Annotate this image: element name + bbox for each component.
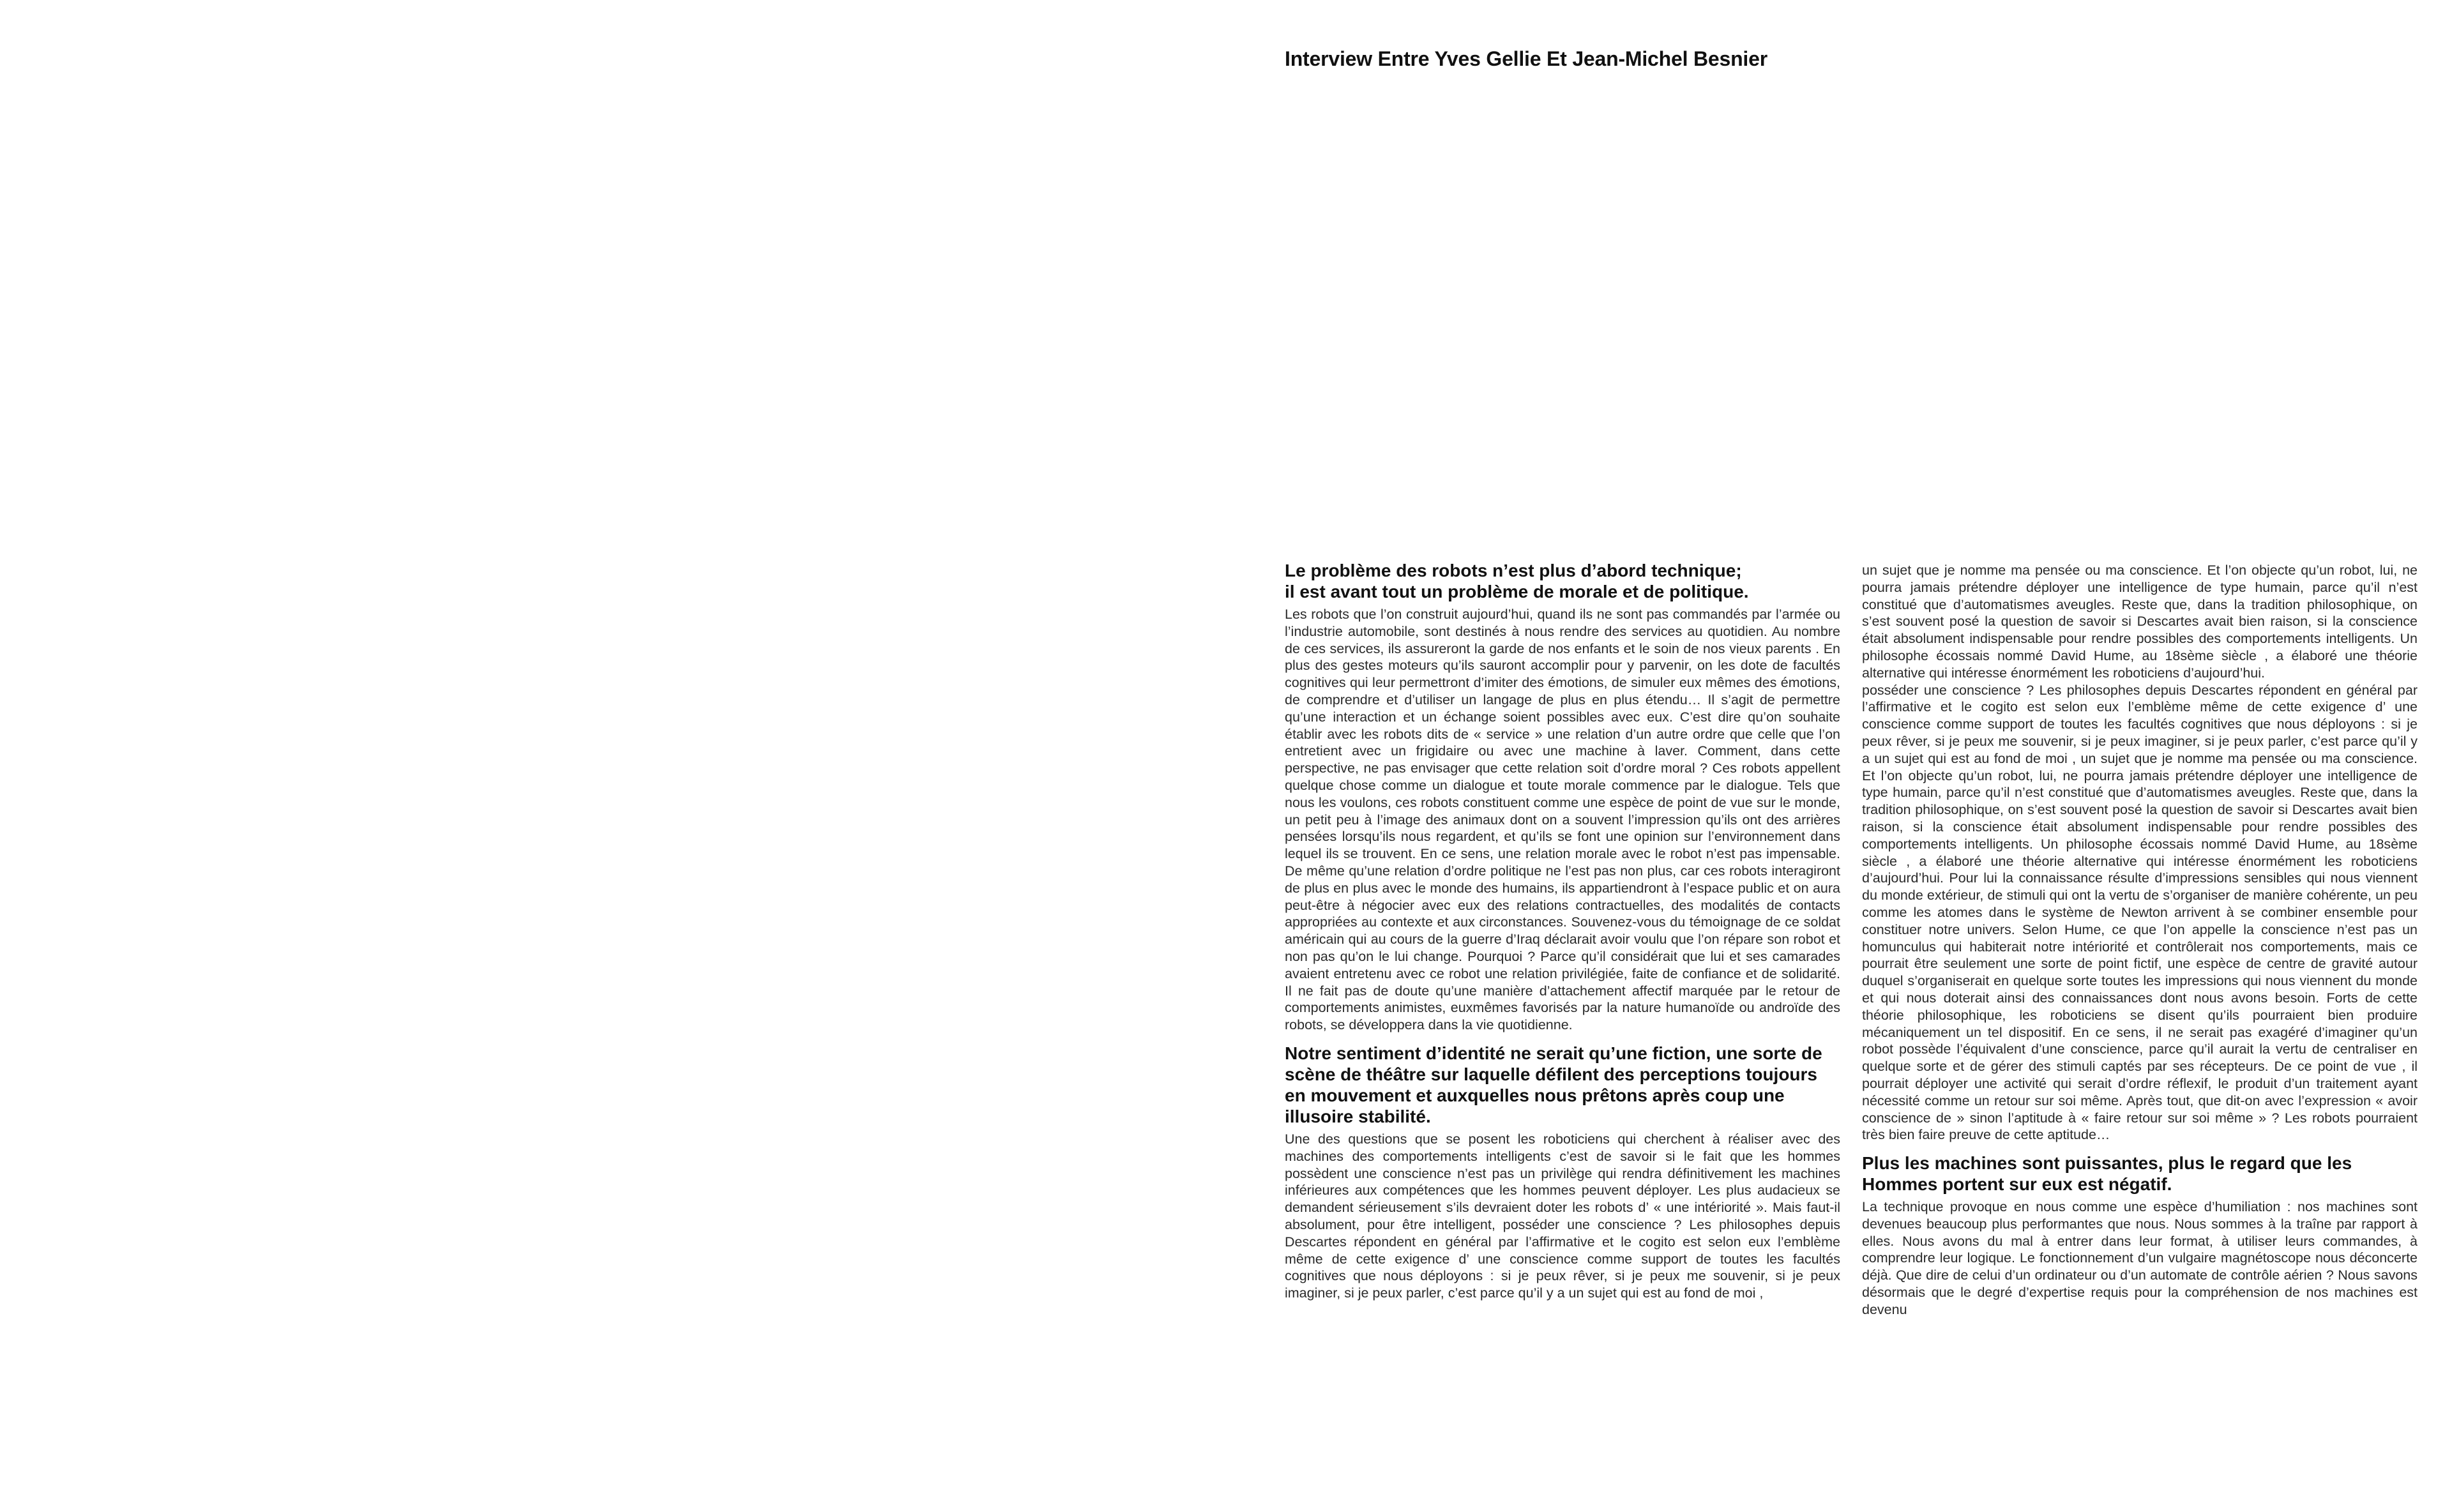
section-heading-3 <box>1862 1153 2418 1195</box>
body-paragraph: un sujet que je nomme ma pensée ou ma conscience. Et l’on objecte qu’un robot, lui, ne pourra jamais prétendre déployer une intelligence de type humain, parce qu’il n’est constitué que d’automatismes aveugles. Reste que, dans la tradition philosophique, on s’est souvent posé la question de savoir si Descartes avait bien raison, si la conscience était absolument indispensable pour rendre possibles des comportements intelligents. Un philosophe écossais nommé David Hume, au 18sème siècle , a élaboré une théorie alternative qui intéresse énormément les roboticiens d’aujourd’hui. <box>1862 563 2418 681</box>
body-paragraph: Les robots que l’on construit aujourd’hui, quand ils ne sont pas commandés par l’armée ou l’industrie automobile, sont destinés à nous rendre des services au quotidien. Au nombre de ces services, ils assureront la garde de nos enfants et le soin de nos vieux parents . En plus des gestes moteurs qu’ils sauront accomplir pour y parvenir, on les dote de facultés cognitives qui leur permettront d’imiter des émotions, de simuler eux mêmes des émotions, de comprendre et d’utiliser un langage de plus en plus étendu… Il s’agit de permettre qu’une interaction et un échange soient possibles avec eux. C’est dire qu’on souhaite établir avec les robots dits de « service » une relation d’un autre ordre que celle que l’on entretient avec un frigidaire ou avec une machine à laver. Comment, dans cette perspective, ne pas envisager que cette relation soit d’ordre moral ? Ces robots appellent quelque chose comme un dialogue et toute morale commence par le dialogue. Tels que nous les voulons, ces robots constituent comme une espèce de point de vue sur le monde, un petit peu à l’image des animaux dont on a souvent l’impression qu’ils ont des arrières pensées lorsqu’ils nous regardent, et qu’ils se font une opinion sur l’environnement dans lequel ils se trouvent. En ce sens, une relation morale avec le robot n’est pas impensable. De même qu’une relation d’ordre politique ne l’est pas non plus, car ces robots interagiront de plus en plus avec le monde des humains, ils appartiendront à l’espace public et on aura peut-être à négocier avec eux des relations contractuelles, des modalités de contacts appropriées au contexte et aux circonstances. Souvenez-vous du témoignage de ce soldat américain qui au cours de la guerre d’Iraq déclarait avoir voulu que l’on répare son robot et non pas qu’on le lui change. Pourquoi ? Parce qu’il considérait que lui et ses camarades avaient entretenu avec ce robot une relation privilégiée, faite de confiance et de solidarité. Il ne fait pas de doute qu’une manière d’attachement affectif marquée par le retour de comportements animistes, euxmêmes favorisés par la nature humanoïde ou androïde des robots, se développera dans la vie quotidienne. <box>1285 607 1840 1033</box>
body-paragraph: Une des questions que se posent les roboticiens qui cherchent à réaliser avec des machines des comportements intelligents c’est de savoir si le fait que les hommes possèdent une conscience n’est pas un privilège qui rendra définitivement les machines inférieures aux compétences que les hommes peuvent déployer. Les plus audacieux se demandent sérieusement s’ils devraient doter les robots d’ « une intériorité ». Mais faut-il absolument, pour être intelligent, posséder une conscience ? Les philosophes depuis Descartes répondent en général par l’affirmative et le cogito est selon eux l’emblème même de cette exigence d’ une conscience comme support de toutes les facultés cognitives que nous déployons : si je peux rêver, si je peux me souvenir, si je peux imaginer, si je peux parler, c’est parce qu’il y a un sujet qui est au fond de moi , <box>1285 1131 1840 1301</box>
body-paragraph: La technique provoque en nous comme une espèce d’humiliation : nos machines sont devenues beaucoup plus performantes que nous. Nous sommes à la traîne par rapport à elles. Nous avons du mal à entrer dans leur format, à utiliser leurs commandes, à comprendre leur logique. Le fonctionnement d’un vulgaire magnétoscope nous déconcerte déjà. Que dire de celui d’un ordinateur ou d’un automate de contrôle aérien ? Nous savons désormais que le degré d’expertise requis pour la compréhension de nos machines est devenu <box>1862 1199 2418 1317</box>
article-column-right <box>1862 562 2418 1481</box>
page-title: Interview Entre Yves Gellie Et Jean-Michel Besnier <box>1285 47 1767 70</box>
heading-line: Le problème des robots n’est plus d’abord technique; <box>1285 561 1742 580</box>
article-column-left <box>1285 560 1840 1479</box>
heading-line: Plus les machines sont puissantes, plus le regard que les <box>1862 1153 2352 1174</box>
heading-line: il est avant tout un problème de morale et de politique. <box>1285 582 1749 601</box>
heading-line: Hommes portent sur eux est négatif. <box>1862 1174 2172 1195</box>
section-heading-1 <box>1285 560 1840 602</box>
body-paragraph: posséder une conscience ? Les philosophes depuis Descartes répondent en général par l’affirmative et le cogito est selon eux l’emblème même de cette exigence d’ une conscience comme support de toutes les facultés cognitives que nous déployons : si je peux rêver, si je peux me souvenir, si je peux imaginer, si je peux parler, c’est parce qu’il y a un sujet qui est au fond de moi , un sujet que je nomme ma pensée ou ma conscience. Et l’on objecte qu’un robot, lui, ne pourra jamais prétendre déployer une intelligence de type humain, parce qu’il n’est constitué que d’automatismes aveugles. Reste que, dans la tradition philosophique, on s’est souvent posé la question de savoir si Descartes avait bien raison, si la conscience était absolument indispensable pour rendre possibles des comportements intelligents. Un philosophe écossais nommé David Hume, au 18sème siècle , a élaboré une théorie alternative qui intéresse énormément les roboticiens d’aujourd’hui. Pour lui la connaissance résulte d’impressions sensibles qui nous viennent du monde extérieur, de stimuli qui ont la vertu de s’organiser de manière cohérente, un peu comme les atomes dans le système de Newton arrivent à se combiner ensemble pour constituer notre univers. Selon Hume, ce que l’on appelle la conscience n’est pas un homunculus qui habiterait notre intériorité et contrôlerait nos comportements, mais ce pourrait être seulement une sorte de point fictif, une espèce de centre de gravité autour duquel s’organiserait en quelque sorte toutes les impressions qui nous viennent du monde et qui nous doterait ainsi des connaissances dont nous avons besoin. Forts de cette théorie philosophique, les roboticiens se disent qu’ils pourraient bien produire mécaniquement un tel dispositif. En ce sens, il ne serait pas exagéré d’imaginer qu’un robot possède l’équivalent d’une conscience, parce qu’il aurait la vertu de centraliser en quelque sorte et de gérer des stimuli captés par ses récepteurs. De ce point de vue , il pourrait déployer une activité qui serait d’ordre réflexif, le produit d’un traitement ayant nécessité comme un retour sur soi même. Après tout, que dit-on avec l’expression « avoir conscience de » sinon l’aptitude à « faire retour sur soi même » ? Les robots pourraient très bien faire preuve de cette aptitude… <box>1862 682 2418 1143</box>
section-heading-2: Notre sentiment d’identité ne serait qu’une fiction, une sorte de scène de théâtre sur laquelle défilent des perceptions toujours en mouvement et auxquelles nous prêtons après coup une illusoire stabilité. <box>1285 1043 1822 1126</box>
